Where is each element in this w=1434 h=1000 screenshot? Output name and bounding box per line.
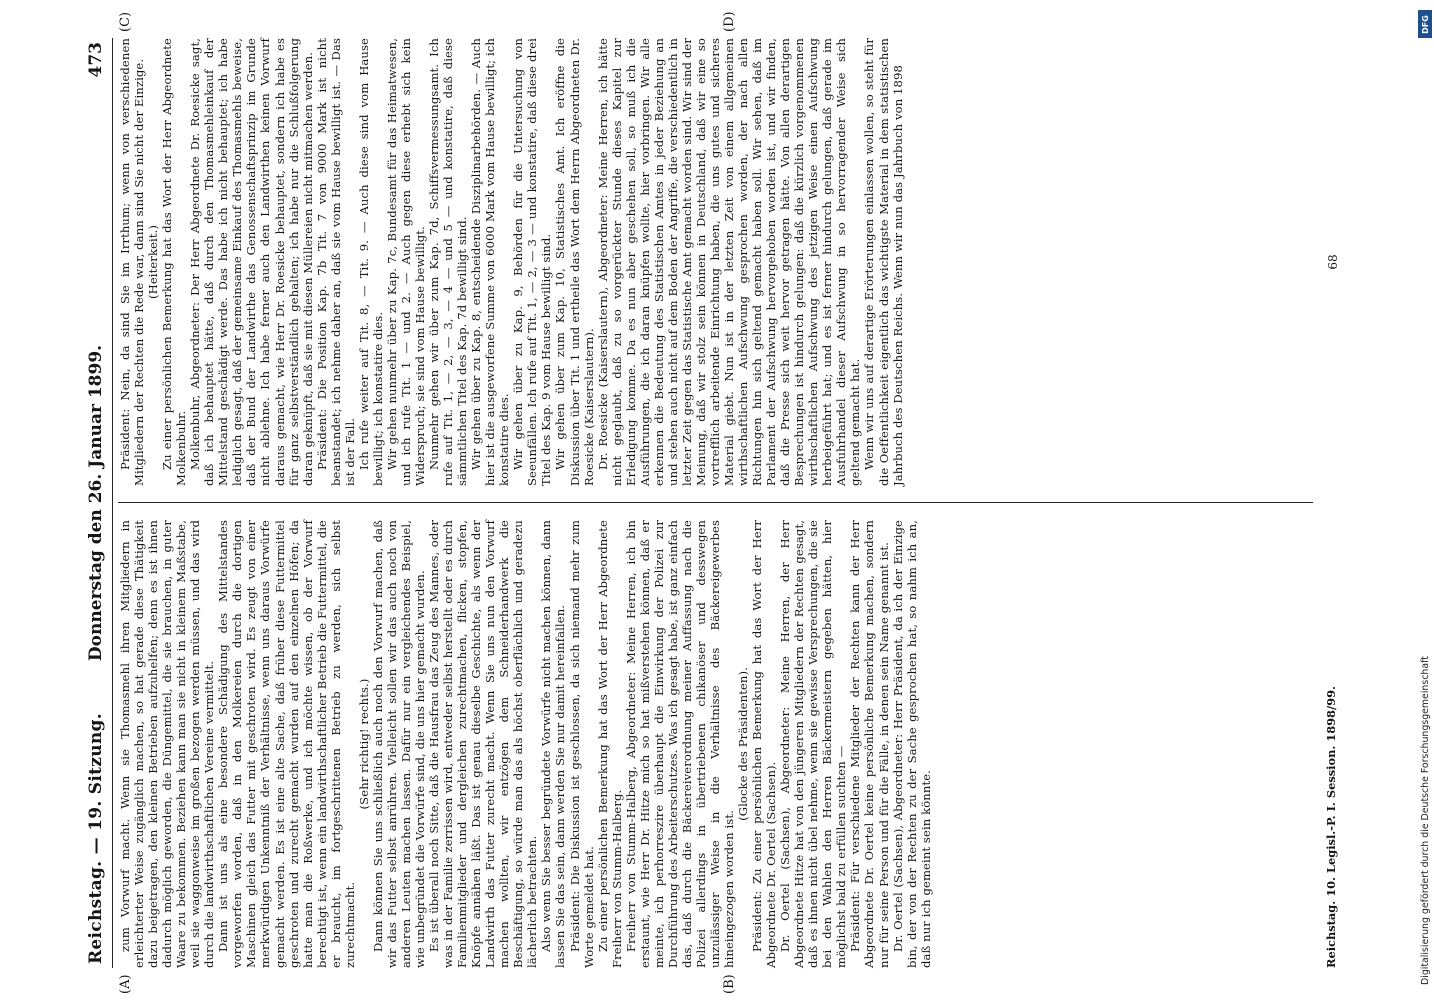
footer-sheet-number: 68 <box>1326 254 1340 270</box>
right-column <box>118 38 905 486</box>
paragraph: (Glocke des Präsidenten). <box>736 667 751 821</box>
paragraph: Dr. Oertel (Sachsen), Abgeordneter: Meine Herren, der Herr Abgeordnete Hitze hat von den jüngeren Mitgliedern der Rechten gesagt, daß es ihnen nicht übel nehme, wenn sie gewisse Versprechungen, die sie bei den Wahlen den Herren Bäckermeistern gegeben hätten, hier möglichst bald zu erfüllen suchten — <box>778 520 849 968</box>
margin-marker-a: (A) <box>118 974 133 994</box>
paragraph: Ich rufe weiter auf Tit. 8, — Tit. 9. — Auch diese sind vom Hause bewilligt; ich konstatire dies. <box>356 38 385 486</box>
paragraph: Präsident: Die Position Kap. 7b Tit. 7 von 9000 Mark ist nicht beanstandet; ich nehme daher an, daß sie vom Hause bewilligt ist. — Das ist der Fall. <box>314 38 357 486</box>
paragraph: Präsident: Für verschiedene Mitglieder der Rechten kann der Herr Abgeordnete Dr. Oertel keine persönliche Bemerkung machen, sondern nur für seine Person und für die Fälle, in denen sein Name genannt ist. <box>848 520 891 968</box>
dfg-logo-text: DFG <box>1420 14 1430 34</box>
header-page-number: 473 <box>86 42 106 78</box>
paragraph: Wenn wir uns auf derartige Erörterungen einlassen wollen, so steht für die Oeffentlichkeit eigentlich das wichtigste Material in dem statistischen Jahrbuch des Deutschen Reichs. Wenn wir nun das Jahrbuch von 1898 <box>862 38 905 486</box>
paragraph: Wir gehen über zu Kap. 8, entscheidende Disziplinarbehörden. — Auch hier ist die ausgeworfene Summe von 6000 Mark vom Hause bewilligt; ich konstatire dies. <box>469 38 512 486</box>
dfg-logo <box>1418 10 1432 38</box>
paragraph: Wir gehen nunmehr über zu Kap. 7c, Bundesamt für das Heimatwesen, und ich rufe Tit. 1 — und 2. — Auch gegen diese erhebt sich kein Widerspruch; sie sind vom Hause bewilligt. <box>384 38 427 486</box>
margin-marker-b: (B) <box>722 974 737 994</box>
rotated-newspaper-page <box>82 11 1417 994</box>
left-column <box>118 520 933 968</box>
paragraph: Es ist überall noch Sitte, daß die Hausfrau das Zeug des Mannes, oder was in der Familie zerrissen wird, entweder selbst herstellt oder es durch Familienmitglieder und dergleichen zurechtmachen, flicken, stopfen, Knöpfe annähen läßt. Das ist genau dieselbe Geschichte, als wenn der Landwirth das Futter zurecht macht. Wenn Sie uns nun den Vorwurf machen wollten, wir entzögen dem Schneiderhandwerk die Beschäftigung, so würde man das als höchst oberflächlich und geradezu lächerlich betrachten. <box>427 520 540 968</box>
column-divider <box>118 502 1313 503</box>
page-header <box>82 38 112 968</box>
paragraph: Präsident: Nein, da sind Sie im Irrthum; wenn von verschiedenen Mitgliedern der Rechten die Rede war, dann sind Sie nicht der Einzige. <box>118 38 147 486</box>
paragraph: Wir gehen über zu Kap. 9, Behörden für die Untersuchung von Seeunfällen. Ich rufe auf Tit. 1, — 2, — 3 — und konstatire, daß diese drei Titel des Kap. 9 vom Hause bewilligt sind. <box>511 38 554 486</box>
header-session: Reichstag. — 19. Sitzung. <box>86 713 106 964</box>
paragraph: Freiherr von Stumm-Halberg, Abgeordneter: Meine Herren, ich bin erstaunt, wie Herr Dr. Hitze mich so hat mißverstehen können, daß er meinte, ich perhorreszire überhaupt die Einwirkung der Polizei zur Durchführung des Arbeiterschutzes. Was ich gesagt habe, ist ganz einfach das, daß durch die Bäckereiverordnung meiner Auffassung nach die Polizei allerdings in übertriebenen chikanöser und desswegen unzulässiger Weise in die Verhältnisse des Bäckereigewerbes hineingezogen worden ist. <box>623 520 737 968</box>
paragraph: Also wenn Sie besser begründete Vorwürfe nicht machen können, dann lassen Sie das sein, dann werden Sie nur damit hereinfallen. <box>539 520 568 968</box>
paragraph: Dann können Sie uns schließlich auch noch den Vorwurf machen, daß wir das Futter selbst anrühren. Vielleicht sollen wir das auch noch von anderen Leuten machen lassen. Dafür nur ein vergleichendes Beispiel, wie unbegründet die Vorwürfe sind, die uns hier gemacht wurden. <box>370 520 427 968</box>
header-date: Donnerstag den 26. Januar 1899. <box>86 344 106 662</box>
paragraph: Präsident: Zu einer persönlichen Bemerkung hat das Wort der Herr Abgeordnete Dr. Oertel (Sachsen). <box>750 520 779 968</box>
paragraph: Wir gehen über zum Kap. 10, Statistisches Amt. Ich eröffne die Diskussion über Tit. 1 und ertheile das Wort dem Herrn Abgeordneten Dr. Roesicke (Kaiserslautern). <box>553 38 596 486</box>
paragraph: Nunmehr gehen wir über zum Kap. 7d, Schiffsvermessungsamt. Ich rufe auf Tit. 1, — 2, — 3, — 4 — und 5 — und konstatire, daß diese sämmtlichen Titel des Kap. 7d bewilligt sind. <box>427 38 470 486</box>
digitization-note: Digitalisierung gefördert durch die Deutsche Forschungsgemeinschaft <box>1420 656 1431 985</box>
paragraph: (Heiterkeit.) <box>146 224 161 300</box>
paragraph: zum Vorwurf macht. Wenn sie Thomasmehl ihren Mitgliedern in erleichterter Weise zugänglich machen, so hat gerade diese Thätigkeit dazu beigetragen, den kleinen Betrieben aufzuhelfen; denn es ist ihnen dadurch möglich geworden, die Düngemittel, die sie brauchen, in guter Waare zu bekommen. Beziehen kann man sie nicht in kleinem Maßstabe, weil sie waggonweise im großen bezogen werden müssen, und das wird durch die landwirthschaftlichen Vereine vermittelt. <box>118 520 217 968</box>
paragraph: Dr. Roesicke (Kaiserslautern), Abgeordneter: Meine Herren, ich hätte nicht geglaubt, daß zu so vorgerückter Stunde dieses Kapitel zur Erledigung komme. Da es nun aber geschehen soll, so muß ich die Ausführungen, die ich daran knüpfen wollte, hier vorbringen. Wir alle erkennen die Bedeutung des Statistischen Amtes in jeder Beziehung an und stehen auch nicht auf dem Boden der Angriffe, die verschiedentlich in letzter Zeit gegen das Statistische Amt gemacht worden sind. Wir sind der Meinung, daß wir stolz sein können in Deutschland, daß wir eine so vortrefflich arbeitende Einrichtung haben, die uns gutes und sicheres Material giebt. Nun ist in der letzten Zeit von einem allgemeinen wirthschaftlichen Aufschwung gesprochen worden, der nach allen Richtungen hin sich geltend gemacht haben soll. Wir sehen, daß im Parlament der Aufschwung hervorgehoben worden ist, und wir finden, daß die Presse sich weit hervor getragen hätte. Von allen derartigen Besprechungen ist hindurch gelungen: daß die kürzlich vorgenommenen wirthschaftlichen Aufschwung des jetzigen Weise einen Aufschwung herbeigeführt hat; und es ist ferner hindurch gelungen, daß gerade im Ausfuhrhandel dieser Aufschwung in so hervorragender Weise sich geltend gemacht hat. <box>595 38 863 486</box>
page-footer: Reichstag. 10. Legisl.-P. I. Session. 1898/99. <box>1324 686 1338 968</box>
paragraph: Präsident: Die Diskussion ist geschlossen, da sich niemand mehr zum Worte gemeldet hat. <box>567 520 596 968</box>
paragraph: Zu einer persönlichen Bemerkung hat das Wort der Herr Abgeordnete Molkenbuhr. <box>160 38 189 486</box>
paragraph: Dr. Oertel (Sachsen), Abgeordneter: Herr Präsident, da ich der Einzige bin, der von der Rechten zu der Sache gesprochen hat, so nahm ich an, daß nur ich gemeint sein könnte. <box>890 520 933 968</box>
paragraph: Molkenbuhr, Abgeordneter: Der Herr Abgeordnete Dr. Roesicke sagt, daß ich behauptet hätte, daß durch den Thomasmehleinkauf der Mittelstand geschädigt werde. Das habe ich nicht behauptet; ich habe lediglich gesagt, daß der gemeinsame Einkauf des Thomasmehls beweise, daß der Bund der Landwirthe das Genossenschaftsprinzip im Grunde nicht ablehne. Ich habe ferner auch den Landwirthen keinen Vorwurf daraus gemacht, wie Herr Dr. Roesicke behauptet, sondern ich habe es für ganz selbstverständlich gehalten; ich habe nur die Schlußfolgerung daran geknüpft, daß sie mit diesen Müllereien nicht mitmachen werden. <box>188 38 315 486</box>
paragraph: Zu einer persönlichen Bemerkung hat das Wort der Herr Abgeordnete Freiherr von Stumm-Halberg. <box>595 520 624 968</box>
paragraph: (Sehr richtig! rechts.) <box>356 678 371 810</box>
paragraph: Dann ist uns als eine besondere Schädigung des Mittelstandes vorgeworfen worden, daß in den Molkereien durch die dortigen Maschinen gleich das Futter mit geschroten wird. Es zeugt von einer merkwürdigen Unkenntniß der Verhältnisse, wenn uns daraus Vorwürfe gemacht werden. Es ist eine alte Sache, daß früher diese Futtermittel geschroten und zurecht gemacht wurden auf den einzelnen Höfen; da hatte man die Roßwerke, und ich möchte wissen, ob der Vorwurf berechtigt ist, wenn ein landwirthschaftlicher Betrieb die Futtermittel, die er braucht, im fortgeschrittenen Betrieb zu werden, sich selbst zurechtmacht. <box>216 520 357 968</box>
header-rule <box>112 38 113 968</box>
margin-marker-d: (D) <box>722 11 737 32</box>
margin-marker-c: (C) <box>118 11 133 32</box>
